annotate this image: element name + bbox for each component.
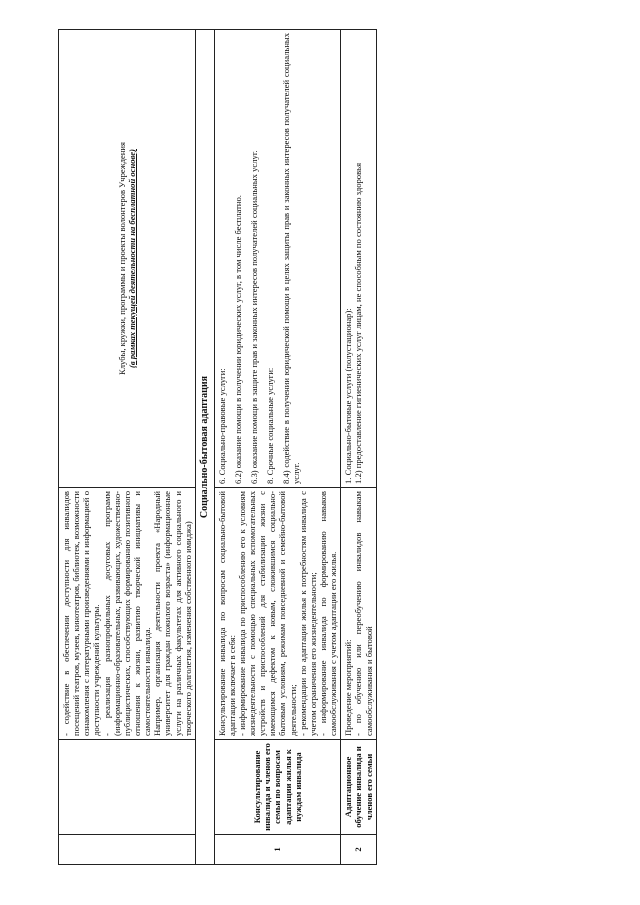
topic-cell: Консультирование инвалида и членов его семьи по вопросам адаптации жилья к нуждам инвалида	[214, 740, 341, 835]
table-row	[59, 30, 196, 865]
services-cell	[214, 30, 341, 488]
num-cell	[59, 835, 196, 865]
services-cell	[341, 30, 376, 488]
clubs-note: (в рамках текущей деятельности на бесплатной основе)	[126, 149, 137, 368]
services-cell	[59, 30, 196, 488]
service-line: 6.2) оказание помощи в получении юридических услуг, в том числе бесплатно.	[232, 195, 243, 484]
service-line: 1.2) предоставление гигиенических услуг лицам, не способным по состоянию здоровья	[353, 162, 364, 484]
table-row	[341, 30, 376, 865]
topic-cell: Адаптационное обучение инвалида и членов его семьи	[341, 740, 376, 835]
description-text: Консультирование инвалида по вопросам социально-бытовой адаптации включает в себя: - информирование инвалида по приспособлению его к условиям жизнедеятельности с помощью специальных вспомогательных устройств и приспособлений для стабилизации жизни с имеющимся дефектом к новым, сложившимся социально-бытовым условиям, режимам повседневной и семейно-бытовой деятельности; - рекомендации по адаптации жилья к потребностям инвалида с учетом ограничения его жизнедеятельности; - информирование инвалида по формированию навыков самообслуживания с учетом адаптации его жилья.	[216, 491, 339, 736]
description-cell	[341, 488, 376, 740]
section-title: Социально-бытовая адаптация	[195, 30, 214, 865]
topic-cell	[59, 740, 196, 835]
description-cell	[59, 488, 196, 740]
service-line: 1. Социально-бытовые услуги (полустационар):	[343, 308, 354, 484]
table-row	[214, 30, 341, 865]
clubs-line: Клубы, кружки, программы и проекты волонтеров Учреждения	[116, 142, 127, 375]
description-text: Проведение мероприятий: - по обучению или переобучению инвалидов навыкам самообслуживания и бытовой	[343, 491, 374, 736]
service-line: 6.3) оказание помощи в защите прав и законных интересов получателей социальных услуг.	[248, 150, 259, 484]
service-line: 6. Социально-правовые услуги:	[216, 368, 227, 484]
section-row	[195, 30, 214, 865]
row-number: 1	[214, 835, 341, 865]
service-line: 8. Срочные социальные услуги:	[265, 367, 276, 484]
description-text: - содействие в обеспечении доступности для инвалидов посещений театров, музеев, кинотеатров, библиотек, возможности ознакомления с литературными произведениями и информацией о доступности учреждений культуры. - реализация разнопрофильных досуговых программ (информационно-образовательных, развивающих, художественно-публицистических, способствующих формированию позитивного отношения к жизни, развитию творческой инициативы и самостоятельности инвалида. Например, организация деятельности проекта «Народный университет для граждан пожилого возраста» (информационные услуги на различных факультетах для активного социального и творческого долголетия, изменения собственного имиджа)	[61, 491, 193, 736]
row-number: 2	[341, 835, 376, 865]
description-cell	[214, 488, 341, 740]
rehabilitation-table	[58, 29, 377, 865]
service-line: 8.4) содействие в получении юридической помощи в целях защиты прав и законных интересов получателей социальных услуг.	[281, 33, 302, 484]
